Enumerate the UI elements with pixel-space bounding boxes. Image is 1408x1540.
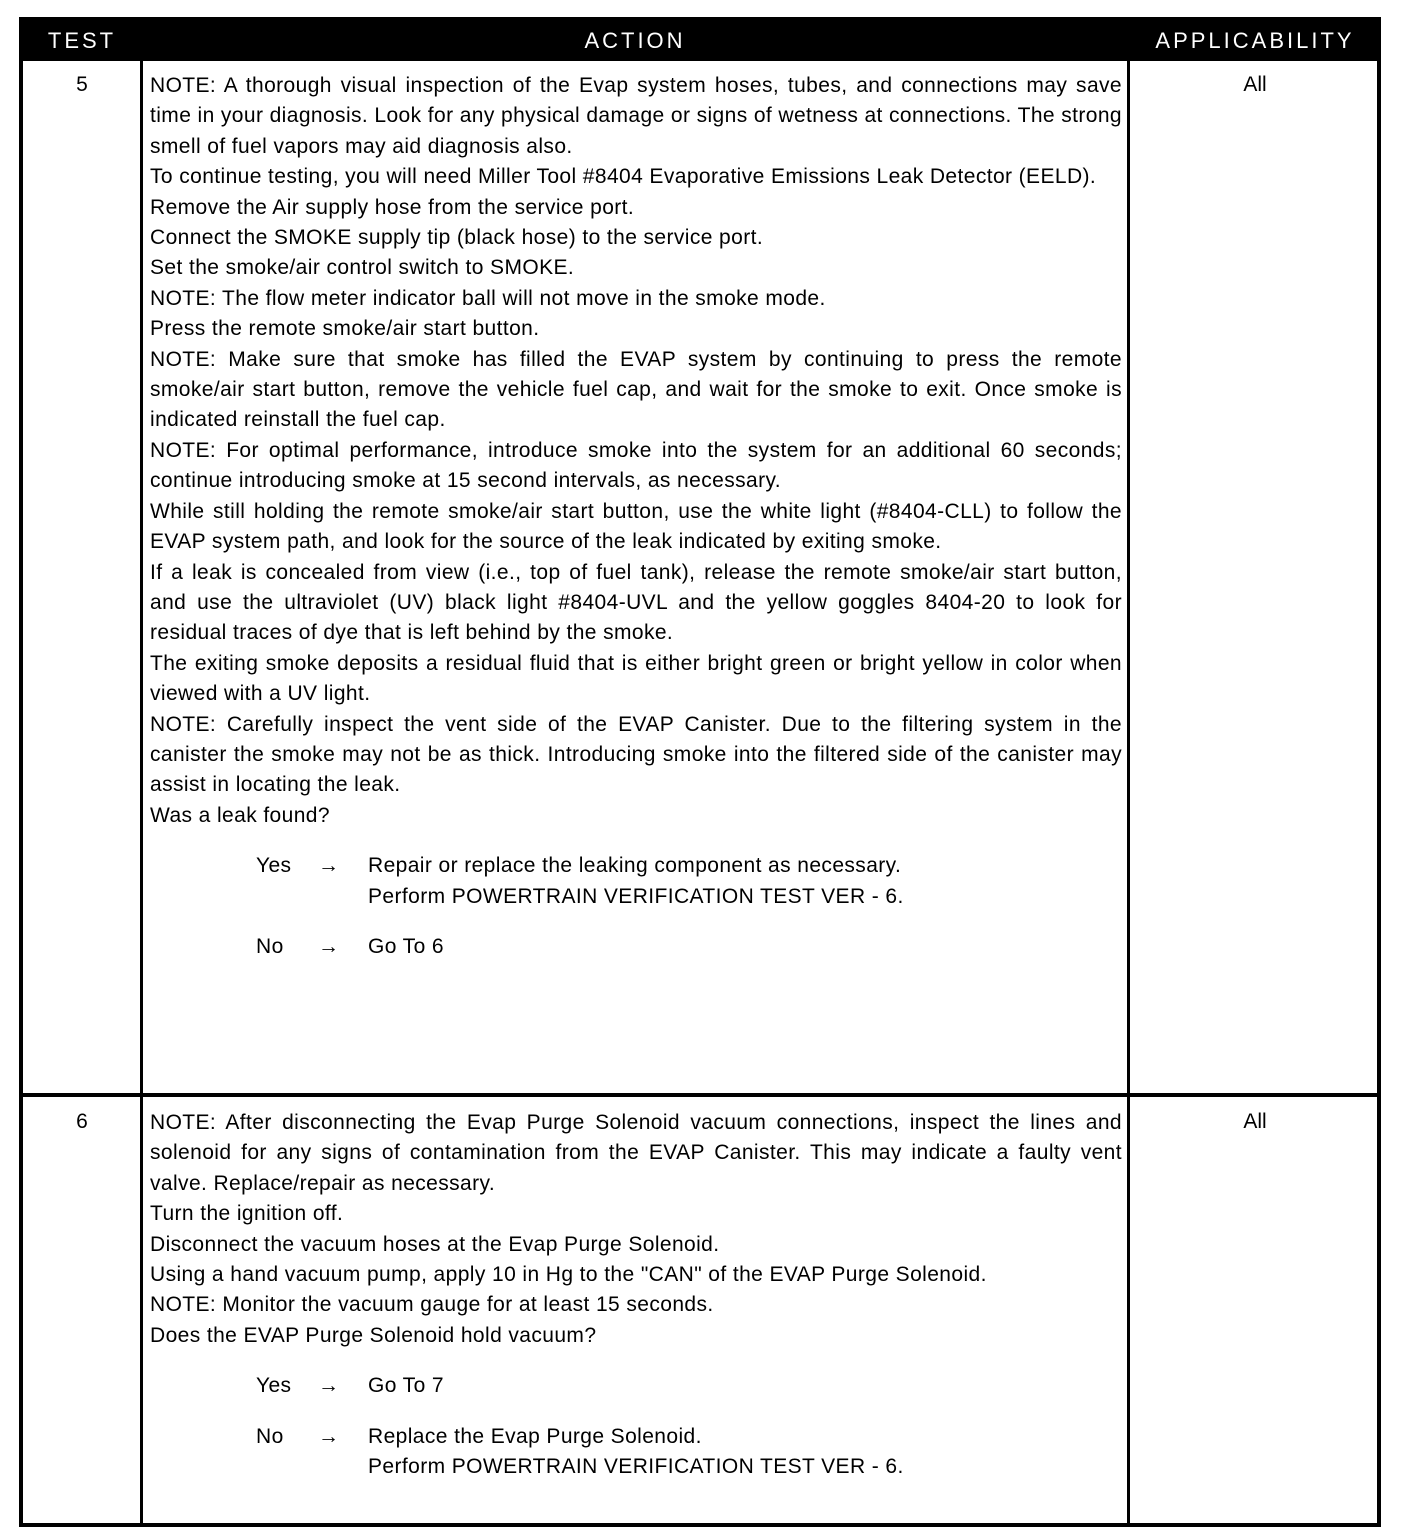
answer-options — [150, 851, 1122, 962]
action-step-text: NOTE: After disconnecting the Evap Purge Solenoid vacuum connections, inspect the lines and solenoid for any signs of contamination from the EVAP Canister. This may indicate a faulty vent valve. Replace/repair as necessary. — [150, 1111, 1122, 1195]
answer-instruction-line: Go To 7 — [368, 1374, 444, 1398]
answer-label: No — [256, 934, 284, 958]
answer-option — [150, 932, 1122, 962]
action-cell — [150, 1108, 1122, 1482]
test-number: 6 — [76, 1110, 88, 1133]
arrow-icon: → — [318, 854, 340, 878]
applicability-value: All — [1243, 1110, 1267, 1133]
action-step-text: The exiting smoke deposits a residual fluid that is either bright green or bright yellow in color when viewed with a UV light. — [150, 651, 1122, 706]
answer-label: No — [256, 1424, 284, 1448]
answer-instructions — [368, 1422, 1122, 1483]
arrow-icon: → — [318, 1424, 340, 1448]
answer-instruction-line: Perform POWERTRAIN VERIFICATION TEST VER - 6. — [368, 884, 904, 908]
action-step-text: Press the remote smoke/air start button. — [150, 317, 540, 341]
header-action: ACTION — [584, 28, 686, 53]
action-step-text: While still holding the remote smoke/air start button, use the white light (#8404-CLL) to follow the EVAP system path, and look for the source of the leak indicated by exiting smoke. — [150, 499, 1122, 554]
action-step-text: Disconnect the vacuum hoses at the Evap Purge Solenoid. — [150, 1232, 720, 1256]
answer-instruction-line: Repair or replace the leaking component as necessary. — [368, 854, 902, 878]
answer-instructions — [368, 1371, 1122, 1401]
header-applicability: APPLICABILITY — [1155, 28, 1355, 53]
answer-option — [150, 851, 1122, 912]
table-header — [23, 21, 1377, 61]
arrow-icon: → — [318, 1374, 340, 1398]
column-divider — [1127, 61, 1130, 1527]
column-divider — [140, 61, 143, 1527]
action-step-text: Was a leak found? — [150, 803, 330, 827]
applicability-value: All — [1243, 73, 1267, 96]
diagnostic-test-table — [19, 17, 1381, 1527]
row-divider — [23, 1093, 1377, 1097]
answer-instructions — [368, 932, 1122, 962]
action-step-text: Turn the ignition off. — [150, 1202, 344, 1226]
action-steps — [150, 1108, 1122, 1351]
action-step-text: NOTE: A thorough visual inspection of the Evap system hoses, tubes, and connections may save time in your diagnosis. Look for any physical damage or signs of wetness at connections. The strong smell of fuel vapors may aid diagnosis also. — [150, 74, 1122, 158]
action-step-text: NOTE: Make sure that smoke has filled the EVAP system by continuing to press the remote smoke/air start button, remove the vehicle fuel cap, and wait for the smoke to exit. Once smoke is indicated reinstall the fuel cap. — [150, 347, 1122, 432]
action-steps — [150, 71, 1122, 831]
answer-option — [150, 1371, 1122, 1401]
arrow-icon: → — [318, 934, 340, 958]
action-step-text: Connect the SMOKE supply tip (black hose) to the service port. — [150, 226, 764, 250]
action-step-text: NOTE: Monitor the vacuum gauge for at least 15 seconds. — [150, 1293, 714, 1317]
header-test: TEST — [47, 28, 117, 53]
action-step-text: To continue testing, you will need Miller Tool #8404 Evaporative Emissions Leak Detector (EELD). — [150, 165, 1097, 189]
action-step-text: NOTE: Carefully inspect the vent side of the EVAP Canister. Due to the filtering system in the canister the smoke may not be as thick. Introducing smoke into the filtered side of the canister may assist in locating the leak. — [150, 712, 1122, 797]
action-step-text: If a leak is concealed from view (i.e., top of fuel tank), release the remote smoke/air start button, and use the ultraviolet (UV) black light #8404-UVL and the yellow goggles 8404-20 to look for residual traces of dye that is left behind by the smoke. — [150, 560, 1122, 645]
action-step-text: NOTE: For optimal performance, introduce smoke into the system for an additional 60 seconds; continue introducing smoke at 15 second intervals, as necessary. — [150, 438, 1122, 493]
action-cell — [150, 71, 1122, 962]
answer-option — [150, 1422, 1122, 1483]
action-step-text: Remove the Air supply hose from the service port. — [150, 195, 635, 219]
test-number: 5 — [76, 73, 88, 96]
action-step-text: Using a hand vacuum pump, apply 10 in Hg to the "CAN" of the EVAP Purge Solenoid. — [150, 1263, 987, 1287]
action-step-text: NOTE: The flow meter indicator ball will not move in the smoke mode. — [150, 286, 826, 310]
answer-instruction-line: Replace the Evap Purge Solenoid. — [368, 1424, 702, 1448]
answer-label: Yes — [256, 1374, 292, 1398]
answer-options — [150, 1371, 1122, 1482]
answer-label: Yes — [256, 854, 292, 878]
action-step-text: Does the EVAP Purge Solenoid hold vacuum? — [150, 1323, 597, 1347]
answer-instruction-line: Go To 6 — [368, 934, 444, 958]
action-step-text: Set the smoke/air control switch to SMOKE. — [150, 256, 575, 280]
answer-instructions — [368, 851, 1122, 912]
answer-instruction-line: Perform POWERTRAIN VERIFICATION TEST VER - 6. — [368, 1455, 904, 1479]
